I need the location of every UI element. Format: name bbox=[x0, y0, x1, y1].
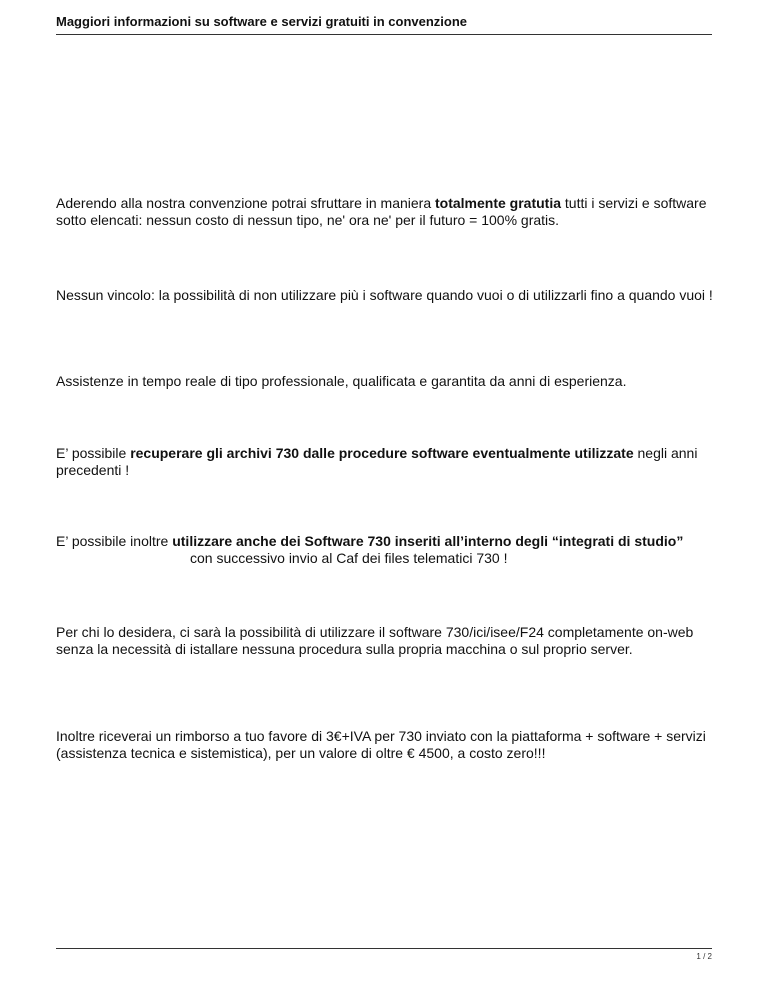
paragraph-text: Nessun vincolo: la possibilità di non utilizzare più i software quando vuoi o di utilizzarli fino a quando vuoi ! bbox=[56, 287, 713, 303]
page-header-title: Maggiori informazioni su software e servizi gratuiti in convenzione bbox=[56, 14, 468, 29]
paragraph-text: Aderendo alla nostra convenzione potrai sfruttare in maniera bbox=[56, 195, 435, 211]
paragraph-no-constraints bbox=[56, 287, 716, 304]
paragraph-text: Assistenze in tempo reale di tipo professionale, qualificata e garantita da anni di esperienza. bbox=[56, 373, 627, 389]
paragraph-text: tutti i servizi e software sotto elencati: nessun costo di nessun tipo, ne' ora ne' per il futuro = 100% gratis. bbox=[56, 195, 707, 228]
paragraph-text: Inoltre riceverai un rimborso a tuo favore di 3€+IVA per 730 inviato con la piattaforma + software + servizi (assistenza tecnica e sistemistica), per un valore di oltre € 4500, a costo zero!!! bbox=[56, 728, 706, 761]
paragraph-emphasis: recuperare gli archivi 730 dalle procedure software eventualmente utilizzate bbox=[130, 445, 634, 461]
paragraph-integrated-software bbox=[56, 533, 716, 567]
footer-divider bbox=[56, 948, 712, 949]
page-header bbox=[56, 14, 712, 35]
page-number: 1 / 2 bbox=[696, 952, 712, 961]
paragraph-free-convention bbox=[56, 195, 716, 229]
paragraph-recover-archives bbox=[56, 445, 716, 479]
paragraph-text: E’ possibile inoltre bbox=[56, 533, 173, 549]
paragraph-refund bbox=[56, 728, 716, 762]
paragraph-assistance bbox=[56, 373, 716, 390]
page-footer bbox=[56, 948, 712, 962]
paragraph-text: Per chi lo desidera, ci sarà la possibilità di utilizzare il software 730/ici/isee/F24 completamente on-web senza la necessità di istallare nessuna procedura sulla propria macchina o sul proprio server. bbox=[56, 624, 694, 657]
paragraph-text: E’ possibile bbox=[56, 445, 131, 461]
paragraph-emphasis: utilizzare anche dei Software 730 inseriti all’interno degli “integrati di studio” bbox=[172, 533, 684, 549]
paragraph-text: con successivo invio al Caf dei files telematici 730 ! bbox=[190, 550, 508, 566]
paragraph-emphasis: totalmente gratutia bbox=[435, 195, 562, 211]
paragraph-on-web bbox=[56, 624, 716, 658]
paragraph-text: negli anni precedenti ! bbox=[56, 445, 698, 478]
header-divider bbox=[56, 34, 712, 35]
